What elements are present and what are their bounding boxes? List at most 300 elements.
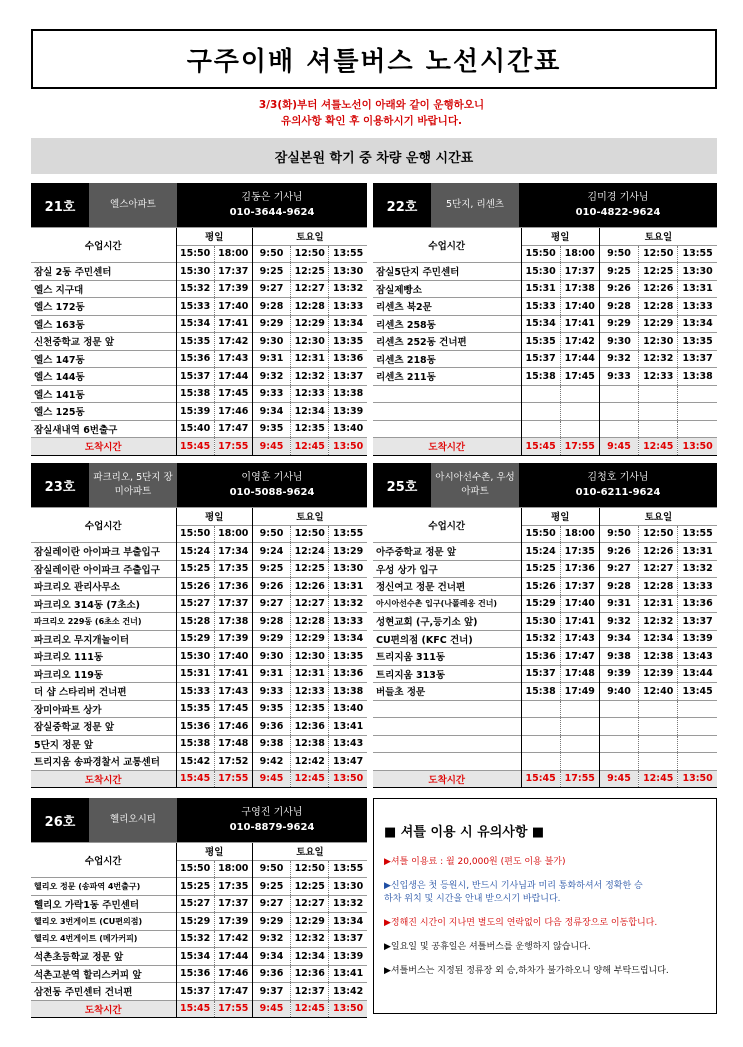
stop-time: 17:39 bbox=[214, 913, 252, 931]
header-row bbox=[31, 508, 367, 526]
stop-time: 9:36 bbox=[252, 965, 290, 983]
driver-info bbox=[519, 463, 717, 507]
class-time-header: 9:50 bbox=[599, 525, 638, 543]
stop-time: 15:29 bbox=[521, 595, 560, 613]
stop-time: 13:30 bbox=[678, 263, 717, 281]
stop-time: 12:25 bbox=[291, 878, 329, 896]
stop-time: 13:34 bbox=[678, 315, 717, 333]
stop-time: 12:32 bbox=[639, 350, 678, 368]
stop-row bbox=[373, 368, 717, 386]
stop-time: 13:30 bbox=[329, 560, 367, 578]
stop-time: 15:32 bbox=[176, 280, 214, 298]
board-time-header: 수업시간 bbox=[373, 508, 521, 543]
stop-time: 9:26 bbox=[252, 578, 290, 596]
stop-name bbox=[373, 420, 521, 438]
stop-time: 12:36 bbox=[291, 965, 329, 983]
stop-time bbox=[639, 420, 678, 438]
stop-time bbox=[639, 718, 678, 736]
class-time-header: 18:00 bbox=[214, 525, 252, 543]
stop-row bbox=[31, 930, 367, 948]
stop-time bbox=[560, 403, 599, 421]
notice-line-1: 3/3(화)부터 셔틀노선이 아래와 같이 운행하오니 bbox=[258, 99, 485, 111]
timetable bbox=[31, 842, 367, 1018]
stop-time: 13:32 bbox=[329, 280, 367, 298]
stop-time: 15:25 bbox=[176, 560, 214, 578]
stop-time bbox=[599, 403, 638, 421]
stop-time: 9:27 bbox=[599, 560, 638, 578]
stop-time: 17:36 bbox=[560, 560, 599, 578]
stop-row bbox=[373, 630, 717, 648]
stop-name: 파크리오 229동 (6초소 건너) bbox=[31, 613, 176, 631]
page-title: 구주이배 셔틀버스 노선시간표 bbox=[186, 46, 562, 77]
stop-name: 파크리오 무지개놀이터 bbox=[31, 630, 176, 648]
stop-time bbox=[678, 385, 717, 403]
stop-time: 9:25 bbox=[252, 878, 290, 896]
arrival-time: 17:55 bbox=[214, 770, 252, 788]
stop-time: 15:32 bbox=[521, 630, 560, 648]
stop-time: 9:27 bbox=[252, 280, 290, 298]
stop-name: 헬리오 정문 (송파역 4번출구) bbox=[31, 878, 176, 896]
stop-time: 17:46 bbox=[214, 718, 252, 736]
stop-time: 9:26 bbox=[599, 280, 638, 298]
stop-time: 15:29 bbox=[176, 913, 214, 931]
stop-time: 15:36 bbox=[176, 965, 214, 983]
stop-time: 9:35 bbox=[252, 700, 290, 718]
stop-name: 리센츠 북2문 bbox=[373, 298, 521, 316]
stop-row bbox=[373, 385, 717, 403]
route-23-table bbox=[31, 463, 367, 788]
stop-name: 엘스 172동 bbox=[31, 298, 176, 316]
stop-time: 12:34 bbox=[639, 630, 678, 648]
stop-name bbox=[373, 403, 521, 421]
stop-time: 12:31 bbox=[291, 350, 329, 368]
stop-time bbox=[599, 735, 638, 753]
stop-row bbox=[373, 403, 717, 421]
stop-name: 파크리오 314동 (7초소) bbox=[31, 595, 176, 613]
stop-time: 15:27 bbox=[176, 595, 214, 613]
driver-info bbox=[177, 798, 367, 842]
stop-time: 9:33 bbox=[252, 683, 290, 701]
stop-time: 13:34 bbox=[329, 630, 367, 648]
stop-time: 15:28 bbox=[176, 613, 214, 631]
notes-title: ■ 셔틀 이용 시 유의사항 ■ bbox=[384, 825, 545, 840]
stop-name bbox=[373, 700, 521, 718]
header-row bbox=[31, 843, 367, 861]
stop-row bbox=[31, 735, 367, 753]
stop-row bbox=[373, 560, 717, 578]
stop-name: 성현교회 (구,등기소 앞) bbox=[373, 613, 521, 631]
stop-row bbox=[31, 420, 367, 438]
stop-time: 9:31 bbox=[599, 595, 638, 613]
route-number: 23호 bbox=[31, 463, 89, 507]
stop-time: 12:34 bbox=[291, 403, 329, 421]
stop-time bbox=[678, 718, 717, 736]
route-21-table bbox=[31, 183, 367, 456]
arrival-time: 13:50 bbox=[329, 1000, 367, 1018]
stop-time: 13:37 bbox=[329, 368, 367, 386]
stop-time: 13:33 bbox=[329, 298, 367, 316]
stop-time: 13:42 bbox=[329, 983, 367, 1001]
stop-time: 17:47 bbox=[560, 648, 599, 666]
route-area: 헬리오시티 bbox=[89, 798, 177, 842]
class-time-header: 13:55 bbox=[329, 860, 367, 878]
arrival-time: 15:45 bbox=[176, 770, 214, 788]
stop-time: 17:44 bbox=[214, 368, 252, 386]
class-time-header: 18:00 bbox=[560, 245, 599, 263]
stop-time bbox=[521, 718, 560, 736]
stop-time: 9:31 bbox=[252, 665, 290, 683]
stop-time: 17:42 bbox=[214, 333, 252, 351]
stop-time: 13:31 bbox=[329, 578, 367, 596]
stop-time: 15:33 bbox=[176, 298, 214, 316]
stop-time: 12:25 bbox=[639, 263, 678, 281]
stop-time: 17:37 bbox=[214, 263, 252, 281]
stop-name: 엘스 144동 bbox=[31, 368, 176, 386]
stop-time bbox=[639, 735, 678, 753]
stop-time: 13:37 bbox=[678, 613, 717, 631]
stop-time: 17:40 bbox=[560, 595, 599, 613]
stop-time: 15:34 bbox=[521, 315, 560, 333]
arrival-row bbox=[31, 1000, 367, 1018]
driver-phone: 010-6211-9624 bbox=[575, 487, 661, 498]
stop-time: 17:46 bbox=[214, 965, 252, 983]
stop-time: 13:40 bbox=[329, 420, 367, 438]
stop-time: 15:37 bbox=[521, 350, 560, 368]
stop-time: 12:29 bbox=[291, 630, 329, 648]
arrival-time: 12:45 bbox=[639, 438, 678, 456]
stop-time: 9:28 bbox=[252, 613, 290, 631]
stop-time: 15:30 bbox=[521, 263, 560, 281]
stop-time: 9:26 bbox=[599, 543, 638, 561]
stop-row bbox=[31, 613, 367, 631]
stop-time bbox=[599, 718, 638, 736]
class-time-header: 15:50 bbox=[521, 525, 560, 543]
stop-time bbox=[639, 700, 678, 718]
stop-time: 12:27 bbox=[291, 895, 329, 913]
stop-time: 15:25 bbox=[176, 878, 214, 896]
stop-time: 17:49 bbox=[560, 683, 599, 701]
stop-time: 9:29 bbox=[252, 315, 290, 333]
stop-time: 15:36 bbox=[176, 718, 214, 736]
stop-time: 15:35 bbox=[176, 333, 214, 351]
stop-time: 13:35 bbox=[329, 648, 367, 666]
stop-row bbox=[373, 648, 717, 666]
stop-name: 정신여고 정문 건너편 bbox=[373, 578, 521, 596]
stop-time: 17:47 bbox=[214, 420, 252, 438]
stop-time: 13:38 bbox=[678, 368, 717, 386]
stop-time: 13:43 bbox=[678, 648, 717, 666]
driver-name: 김미경 기사님 bbox=[587, 192, 649, 203]
arrival-time: 9:45 bbox=[599, 438, 638, 456]
stop-time bbox=[560, 718, 599, 736]
stop-time: 13:47 bbox=[329, 753, 367, 771]
stop-name: 장미아파트 상가 bbox=[31, 700, 176, 718]
stop-time: 17:47 bbox=[214, 983, 252, 1001]
stop-name: 삼전동 주민센터 건너편 bbox=[31, 983, 176, 1001]
stop-time: 12:32 bbox=[639, 613, 678, 631]
stop-time: 17:40 bbox=[214, 648, 252, 666]
stop-time: 17:48 bbox=[214, 735, 252, 753]
stop-row bbox=[373, 280, 717, 298]
stop-time: 9:32 bbox=[599, 613, 638, 631]
stop-time bbox=[560, 735, 599, 753]
arrival-time: 12:45 bbox=[639, 770, 678, 788]
saturday-header: 토요일 bbox=[252, 228, 367, 246]
stop-time: 13:39 bbox=[678, 630, 717, 648]
stop-time: 13:29 bbox=[329, 543, 367, 561]
stop-time: 13:32 bbox=[329, 895, 367, 913]
stop-time bbox=[678, 403, 717, 421]
stop-time: 13:38 bbox=[329, 683, 367, 701]
driver-phone: 010-3644-9624 bbox=[229, 207, 315, 218]
stop-time bbox=[521, 735, 560, 753]
note-item: ▶신입생은 첫 등원시, 반드시 기사님과 미리 통화하셔서 정확한 승하차 위치 및 시간을 안내 받으시기 바랍니다. bbox=[384, 881, 643, 904]
stop-row bbox=[31, 280, 367, 298]
stop-name: 리센츠 258동 bbox=[373, 315, 521, 333]
stop-time: 17:42 bbox=[214, 930, 252, 948]
driver-name: 김동은 기사님 bbox=[241, 192, 303, 203]
arrival-time: 13:50 bbox=[329, 770, 367, 788]
stop-time: 9:34 bbox=[252, 948, 290, 966]
stop-row bbox=[31, 718, 367, 736]
arrival-time: 9:45 bbox=[599, 770, 638, 788]
stop-time bbox=[599, 420, 638, 438]
stop-time: 15:36 bbox=[176, 350, 214, 368]
stop-time: 17:52 bbox=[214, 753, 252, 771]
stop-time: 9:30 bbox=[599, 333, 638, 351]
stop-row bbox=[373, 753, 717, 771]
stop-name: 트리지움 313동 bbox=[373, 665, 521, 683]
stop-time: 13:31 bbox=[678, 543, 717, 561]
weekday-header: 평일 bbox=[521, 508, 599, 526]
stop-time: 17:43 bbox=[214, 350, 252, 368]
stop-time: 9:42 bbox=[252, 753, 290, 771]
stop-time: 15:36 bbox=[521, 648, 560, 666]
stop-time: 15:40 bbox=[176, 420, 214, 438]
stop-name: 잠실 2동 주민센터 bbox=[31, 263, 176, 281]
board-time-header: 수업시간 bbox=[31, 843, 176, 878]
page-title-box bbox=[31, 29, 717, 89]
board-time-header: 수업시간 bbox=[373, 228, 521, 263]
header-row bbox=[373, 508, 717, 526]
class-time-header: 18:00 bbox=[214, 245, 252, 263]
stop-name: 리센츠 211동 bbox=[373, 368, 521, 386]
stop-row bbox=[373, 735, 717, 753]
route-26-table bbox=[31, 798, 367, 1018]
stop-name: 트리지움 송파경찰서 교통센터 bbox=[31, 753, 176, 771]
stop-time: 9:28 bbox=[599, 298, 638, 316]
route-25-table bbox=[373, 463, 717, 788]
arrival-label: 도착시간 bbox=[373, 438, 521, 456]
stop-time bbox=[560, 420, 599, 438]
arrival-label: 도착시간 bbox=[31, 438, 176, 456]
route-number: 25호 bbox=[373, 463, 431, 507]
stop-time bbox=[521, 385, 560, 403]
class-time-header: 18:00 bbox=[560, 525, 599, 543]
stop-time: 13:37 bbox=[678, 350, 717, 368]
class-time-header: 9:50 bbox=[252, 860, 290, 878]
route-header bbox=[373, 463, 717, 507]
stop-name: 엘스 141동 bbox=[31, 385, 176, 403]
stop-time: 17:46 bbox=[214, 403, 252, 421]
notice-text bbox=[0, 97, 743, 129]
arrival-time: 17:55 bbox=[560, 438, 599, 456]
weekday-header: 평일 bbox=[176, 228, 252, 246]
stop-time: 15:35 bbox=[176, 700, 214, 718]
note-item: ▶정해진 시간이 지나면 별도의 연락없이 다음 정류장으로 이동합니다. bbox=[384, 918, 658, 928]
stop-time: 17:41 bbox=[560, 613, 599, 631]
stop-time: 17:35 bbox=[560, 543, 599, 561]
stop-time: 13:34 bbox=[329, 913, 367, 931]
stop-name: 신천중학교 정문 앞 bbox=[31, 333, 176, 351]
stop-name bbox=[373, 385, 521, 403]
stop-time: 17:37 bbox=[560, 263, 599, 281]
stop-time bbox=[521, 700, 560, 718]
stop-time: 12:33 bbox=[291, 683, 329, 701]
stop-time bbox=[639, 385, 678, 403]
stop-row bbox=[31, 683, 367, 701]
stop-time: 15:30 bbox=[176, 648, 214, 666]
stop-time: 15:31 bbox=[521, 280, 560, 298]
stop-name: 파크리오 119동 bbox=[31, 665, 176, 683]
stop-time: 9:37 bbox=[252, 983, 290, 1001]
stop-time: 13:36 bbox=[678, 595, 717, 613]
arrival-time: 13:50 bbox=[329, 438, 367, 456]
stop-time: 9:25 bbox=[599, 263, 638, 281]
stop-time: 13:40 bbox=[329, 700, 367, 718]
class-time-header: 15:50 bbox=[176, 245, 214, 263]
stop-time: 15:42 bbox=[176, 753, 214, 771]
stop-time: 15:37 bbox=[176, 368, 214, 386]
arrival-time: 9:45 bbox=[252, 438, 290, 456]
stop-time: 13:41 bbox=[329, 965, 367, 983]
saturday-header: 토요일 bbox=[599, 228, 717, 246]
stop-time bbox=[678, 735, 717, 753]
stop-row bbox=[373, 683, 717, 701]
stop-row bbox=[31, 753, 367, 771]
stop-row bbox=[373, 543, 717, 561]
stop-time: 12:28 bbox=[639, 298, 678, 316]
timetable bbox=[31, 507, 367, 788]
stop-row bbox=[31, 878, 367, 896]
route-area: 엘스아파트 bbox=[89, 183, 177, 227]
stop-row bbox=[31, 630, 367, 648]
stop-time: 15:37 bbox=[176, 983, 214, 1001]
stop-row bbox=[31, 350, 367, 368]
arrival-time: 17:55 bbox=[214, 438, 252, 456]
stop-time: 17:45 bbox=[214, 385, 252, 403]
stop-row bbox=[31, 700, 367, 718]
stop-name: 석촌고분역 할리스커피 앞 bbox=[31, 965, 176, 983]
class-time-header: 9:50 bbox=[252, 245, 290, 263]
stop-time: 12:24 bbox=[291, 543, 329, 561]
stop-time: 12:30 bbox=[291, 648, 329, 666]
route-area: 아시아선수촌, 우성아파트 bbox=[431, 463, 519, 507]
stop-name: 석촌초등학교 정문 앞 bbox=[31, 948, 176, 966]
stop-time: 9:30 bbox=[252, 333, 290, 351]
route-area: 파크리오, 5단지 장미아파트 bbox=[89, 463, 177, 507]
arrival-time: 9:45 bbox=[252, 770, 290, 788]
stop-name: 엘스 125동 bbox=[31, 403, 176, 421]
stop-time bbox=[678, 420, 717, 438]
stop-time: 17:36 bbox=[214, 578, 252, 596]
stop-time: 12:40 bbox=[639, 683, 678, 701]
stop-row bbox=[373, 263, 717, 281]
stop-time: 12:33 bbox=[639, 368, 678, 386]
stop-time: 12:37 bbox=[291, 983, 329, 1001]
stop-time: 12:28 bbox=[639, 578, 678, 596]
class-time-header: 12:50 bbox=[291, 525, 329, 543]
stop-time: 9:36 bbox=[252, 718, 290, 736]
stop-time: 13:44 bbox=[678, 665, 717, 683]
driver-phone: 010-8879-9624 bbox=[229, 822, 315, 833]
stop-time bbox=[599, 753, 638, 771]
stop-time: 15:29 bbox=[176, 630, 214, 648]
stop-time: 17:37 bbox=[214, 895, 252, 913]
class-time-header: 12:50 bbox=[291, 245, 329, 263]
stop-time: 13:36 bbox=[329, 350, 367, 368]
stop-time: 17:34 bbox=[214, 543, 252, 561]
stop-row bbox=[31, 263, 367, 281]
class-time-header: 13:55 bbox=[329, 245, 367, 263]
stop-time: 12:38 bbox=[639, 648, 678, 666]
stop-time: 9:38 bbox=[252, 735, 290, 753]
driver-name: 김청호 기사님 bbox=[587, 472, 649, 483]
stop-time: 17:41 bbox=[214, 315, 252, 333]
class-time-header: 13:55 bbox=[678, 525, 717, 543]
stop-time: 13:30 bbox=[329, 878, 367, 896]
stop-time: 17:37 bbox=[560, 578, 599, 596]
stop-time: 9:27 bbox=[252, 595, 290, 613]
stop-time: 13:45 bbox=[678, 683, 717, 701]
stop-row bbox=[31, 333, 367, 351]
arrival-time: 12:45 bbox=[291, 438, 329, 456]
driver-info bbox=[177, 183, 367, 227]
stop-time: 17:38 bbox=[214, 613, 252, 631]
stop-row bbox=[373, 665, 717, 683]
stop-time: 17:41 bbox=[214, 665, 252, 683]
arrival-label: 도착시간 bbox=[31, 1000, 176, 1018]
stop-time: 17:45 bbox=[214, 700, 252, 718]
stop-time: 9:29 bbox=[252, 630, 290, 648]
stop-time: 9:30 bbox=[252, 648, 290, 666]
stop-time: 17:45 bbox=[560, 368, 599, 386]
stop-time: 9:29 bbox=[599, 315, 638, 333]
class-time-header: 9:50 bbox=[599, 245, 638, 263]
stop-name: 아시아선수촌 입구(나폴레옹 건너) bbox=[373, 595, 521, 613]
stop-row bbox=[373, 613, 717, 631]
stop-time: 15:27 bbox=[176, 895, 214, 913]
stop-time: 12:38 bbox=[291, 735, 329, 753]
driver-phone: 010-5088-9624 bbox=[229, 487, 315, 498]
stop-name bbox=[373, 735, 521, 753]
stop-time: 12:29 bbox=[291, 315, 329, 333]
stop-name: 5단지 정문 앞 bbox=[31, 735, 176, 753]
driver-name: 이영훈 기사님 bbox=[241, 472, 303, 483]
stop-time: 15:38 bbox=[176, 735, 214, 753]
stop-time: 15:34 bbox=[176, 315, 214, 333]
arrival-time: 15:45 bbox=[521, 770, 560, 788]
stop-time: 15:38 bbox=[521, 368, 560, 386]
class-time-header: 15:50 bbox=[176, 525, 214, 543]
stop-time: 15:26 bbox=[521, 578, 560, 596]
stop-time: 17:42 bbox=[560, 333, 599, 351]
stop-time: 17:44 bbox=[214, 948, 252, 966]
stop-time: 15:34 bbox=[176, 948, 214, 966]
stop-time: 9:28 bbox=[599, 578, 638, 596]
stop-row bbox=[373, 718, 717, 736]
stop-row bbox=[31, 665, 367, 683]
